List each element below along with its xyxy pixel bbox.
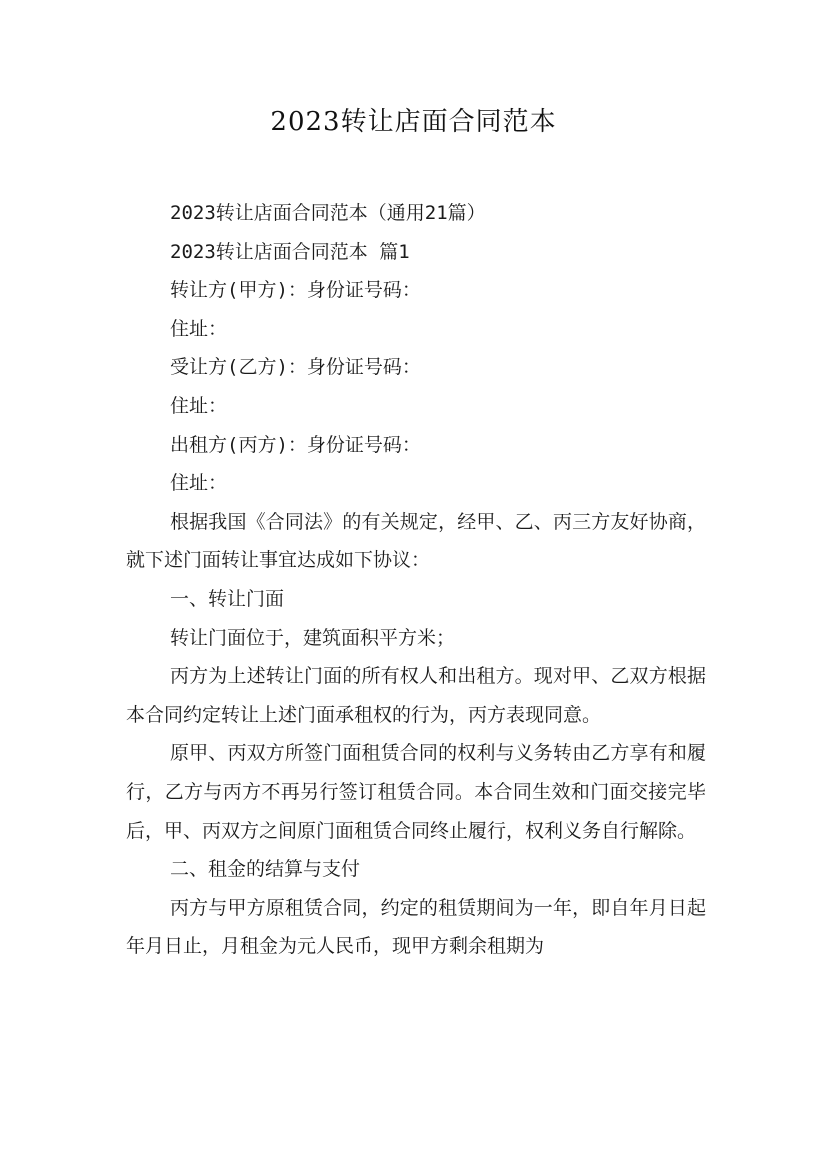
paragraph-article-1-heading: 一、转让门面	[170, 587, 285, 610]
document-title: 2023转让店面合同范本	[270, 107, 557, 137]
paragraph-party-a-address: 住址：	[170, 317, 228, 340]
paragraph-preamble: 根据我国《合同法》的有关规定，经甲、乙、丙三方友好协商，就下述门面转让事宜达成如下协议：	[126, 510, 706, 572]
paragraph-article-1-consent: 丙方为上述转让门面的所有权人和出租方。现对甲、乙双方根据本合同约定转让上述门面承租权的行为，丙方表现同意。	[126, 665, 706, 726]
paragraph-party-c: 出租方(丙方)：身份证号码：	[170, 433, 421, 456]
paragraph-article-2-rent: 丙方与甲方原租赁合同，约定的租赁期间为一年，即自年月日起年月日止，月租金为元人民币，现甲方剩余租期为	[126, 896, 706, 958]
paragraph-article-1-rights: 原甲、丙双方所签门面租赁合同的权利与义务转由乙方享有和履行，乙方与丙方不再另行签订租赁合同。本合同生效和门面交接完毕后，甲、丙双方之间原门面租赁合同终止履行，权利义务自行解除。	[126, 742, 706, 842]
paragraph-party-b: 受让方(乙方)：身份证号码：	[170, 356, 421, 379]
paragraph-article-1-location: 转让门面位于，建筑面积平方米；	[170, 626, 456, 649]
paragraph-party-a: 转让方(甲方)：身份证号码：	[170, 279, 421, 302]
paragraph-article-2-heading: 二、租金的结算与支付	[170, 858, 361, 881]
paragraph-party-b-address: 住址：	[170, 394, 228, 417]
document-body	[126, 194, 706, 966]
paragraph-section-heading: 2023转让店面合同范本 篇1	[170, 240, 410, 263]
paragraph-doc-subtitle: 2023转让店面合同范本（通用21篇）	[170, 202, 486, 224]
paragraph-party-c-address: 住址：	[170, 472, 228, 495]
